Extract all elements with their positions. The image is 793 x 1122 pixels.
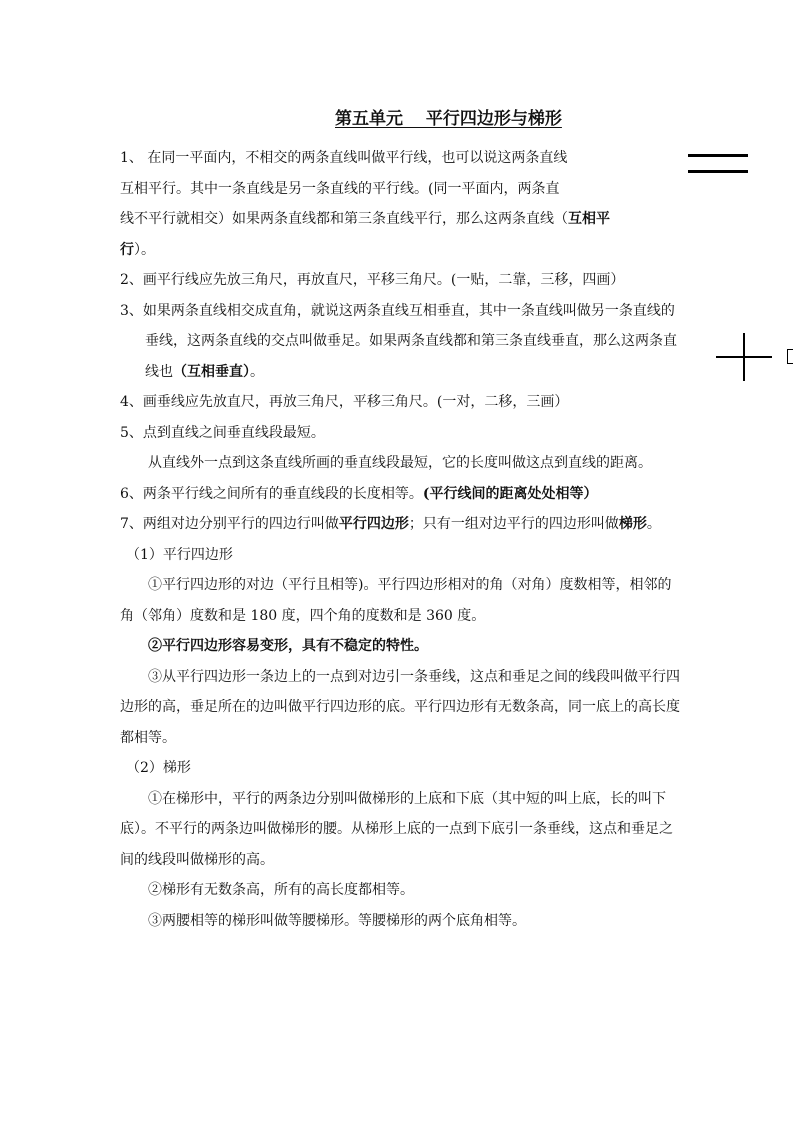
section-2-heading: （2）梯形 [126,760,191,776]
section-1-point-3: ③从平行四边形一条边上的一点到对边引一条垂线，这点和垂足之间的线段叫做平行四边形的高，垂足所在的边叫做平行四边形的底。平行四边形有无数条高，同一底上的高长度都相等。 [120,668,680,746]
item-3-text: 3、如果两条直线相交成直角，就说这两条直线互相垂直，其中一条直线叫做另一条直线的垂线，这两条直线的交点叫做垂足。如果两条直线都和第三条直线垂直，那么这两条直线也 [120,302,677,380]
item-3-bold: （互相垂直） [173,363,250,380]
page-title: 第五单元 平行四边形与梯形 [335,109,562,129]
item-1-line-b: 互相平行。其中一条直线是另一条直线的平行线。(同一平面内，两条直 [120,180,560,197]
section-2-point-1: ①在梯形中，平行的两条边分别叫做梯形的上底和下底（其中短的叫上底，长的叫下底）。不平行的两条边叫做梯形的腰。从梯形上底的一点到下底引一条垂线，这点和垂足之间的线段叫做梯形的高。 [120,790,673,868]
item-1-bold-end: 行 [120,241,134,258]
item-1-line-a: 1、 在同一平面内，不相交的两条直线叫做平行线，也可以说这两条直线 [120,150,568,166]
item-6 [120,479,680,510]
item-1-line-c [120,204,680,235]
section-1-heading: （1）平行四边形 [126,546,233,563]
item-6-bold: (平行线间的距离处处相等） [422,485,598,502]
section-2-point-2: ②梯形有无数条高，所有的高长度都相等。 [148,882,414,898]
equal-sign-icon [688,154,748,176]
item-7-text-c: 。 [646,516,661,532]
item-1-text: 线不平行就相交）如果两条直线都和第三条直线平行，那么这两条直线（ [120,211,568,227]
plus-sign-icon [716,333,772,381]
item-1-bold: 互相平 [568,211,610,227]
item-4: 4、画垂线应先放直尺，再放三角尺，平移三角尺。(一对，二移，三画） [120,394,569,410]
item-2: 2、画平行线应先放三角尺，再放直尺，平移三角尺。(一贴，二靠，三移，四画） [120,272,625,288]
notes-body [120,143,680,936]
item-7 [120,509,680,540]
item-7-bold-trapezoid: 梯形 [618,516,647,532]
item-7-text-a: 7、两组对边分别平行的四边行叫做 [120,516,339,532]
item-1-line-d [120,235,680,266]
item-1-end: ）。 [134,241,155,258]
bracket-icon [787,349,793,364]
item-7-bold-parallelogram: 平行四边形 [338,516,409,532]
section-1-point-2: ②平行四边形容易变形，具有不稳定的特性。 [148,638,428,654]
item-5: 5、点到直线之间垂直线段最短。 [120,424,325,441]
item-5-detail: 从直线外一点到这条直线所画的垂直线段最短，它的长度叫做这点到直线的距离。 [148,455,652,471]
section-1-point-1: ①平行四边形的对边（平行且相等)。平行四边形相对的角（对角）度数相等，相邻的角（邻角）度数和是 180 度，四个角的度数和是 360 度。 [120,577,672,624]
item-3-end: 。 [250,363,264,380]
section-2-point-3: ③两腰相等的梯形叫做等腰梯形。等腰梯形的两个底角相等。 [148,912,526,929]
item-7-text-b: ；只有一组对边平行的四边形叫做 [408,516,619,532]
item-3 [120,296,680,388]
item-6-text: 6、两条平行线之间所有的垂直线段的长度相等。 [120,485,423,502]
